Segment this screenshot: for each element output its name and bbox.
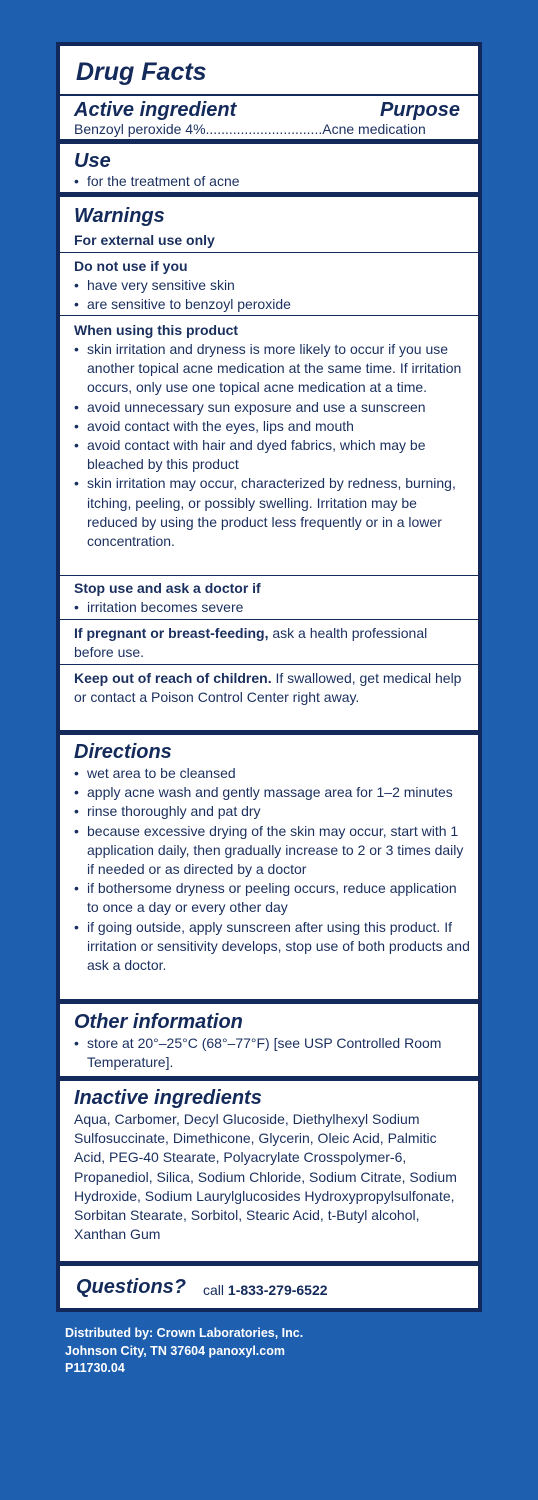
children-rest: If swallowed, get medical help or contact a Poison Control Center right away. — [74, 670, 462, 706]
active-ingredient-row — [74, 120, 470, 139]
children-text — [74, 669, 470, 707]
list-item: • if going outside, apply sunscreen after using this product. If irritation or sensitivity develops, stop use of both products and ask a doctor. — [74, 918, 470, 976]
stop-use-section — [60, 576, 478, 620]
list-item: • for the treatment of acne — [74, 172, 470, 191]
list-item: • avoid contact with hair and dyed fabrics, which may be bleached by this product — [74, 436, 470, 474]
warnings-heading: Warnings — [74, 205, 165, 227]
questions-section — [60, 1266, 478, 1308]
when-using-section — [60, 316, 478, 576]
pregnant-rest: ask a health professional before use. — [74, 625, 428, 661]
directions-list — [74, 764, 470, 975]
pregnant-bold: If pregnant or breast-feeding, — [74, 625, 269, 641]
other-info-heading: Other information — [74, 1011, 243, 1033]
directions-heading: Directions — [74, 741, 172, 763]
list-item: • wet area to be cleansed — [74, 764, 470, 783]
stop-use-list — [74, 598, 470, 617]
stop-use-heading: Stop use and ask a doctor if — [74, 580, 261, 596]
do-not-use-heading: Do not use if you — [74, 258, 188, 274]
use-section — [60, 144, 478, 197]
drug-facts-panel — [60, 46, 478, 1308]
pregnant-text — [74, 624, 470, 662]
list-item: • skin irritation may occur, characterized by redness, burning, itching, peeling, or possibly swelling. Irritation may be reduced by using the product less frequently or in a lower concentration. — [74, 474, 470, 551]
when-using-heading: When using this product — [74, 322, 239, 338]
external-use-text: For external use only — [74, 232, 215, 248]
list-item: • if bothersome dryness or peeling occurs, reduce application to once a day or every other day — [74, 879, 470, 917]
do-not-use-section — [60, 253, 478, 316]
use-heading: Use — [74, 150, 111, 172]
call-label: call — [203, 1282, 225, 1298]
inactive-heading: Inactive ingredients — [74, 1087, 262, 1109]
use-list — [74, 172, 470, 191]
dot-leader: .............................. — [205, 121, 323, 137]
children-bold: Keep out of reach of children. — [74, 670, 272, 686]
other-info-section — [60, 1004, 478, 1081]
footer-line-2: Johnson City, TN 37604 panoxyl.com — [65, 1343, 285, 1358]
questions-heading: Questions? — [76, 1276, 187, 1298]
list-item: • because excessive drying of the skin may occur, start with 1 application daily, then gradually increase to 2 or 3 times daily if needed or as directed by a doctor — [74, 822, 470, 880]
purpose-heading: Purpose — [379, 99, 460, 121]
children-section — [60, 665, 478, 735]
active-ingredient-heading: Active ingredient — [74, 99, 237, 121]
ingredient-purpose: Acne medication — [322, 121, 426, 137]
list-item: • irritation becomes severe — [74, 598, 470, 617]
list-item: • store at 20°–25°C (68°–77°F) [see USP Controlled Room Temperature]. — [74, 1034, 470, 1072]
list-item: • skin irritation and dryness is more likely to occur if you use another topical acne medication at the same time. If irritation occurs, only use one topical acne medication at a time. — [74, 340, 470, 398]
when-using-list — [74, 340, 470, 551]
list-item: • avoid contact with the eyes, lips and mouth — [74, 417, 470, 436]
do-not-use-list — [74, 276, 470, 314]
distributor-footer — [65, 1325, 303, 1378]
footer-line-3: P11730.04 — [65, 1361, 125, 1375]
list-item: • have very sensitive skin — [74, 276, 470, 295]
list-item: • apply acne wash and gently massage area for 1–2 minutes — [74, 783, 470, 802]
list-item: • rinse thoroughly and pat dry — [74, 802, 470, 821]
pregnant-section — [60, 620, 478, 665]
list-item: • avoid unnecessary sun exposure and use a sunscreen — [74, 398, 470, 417]
drug-facts-title: Drug Facts — [76, 58, 207, 86]
questions-call — [203, 1281, 328, 1299]
title-section — [60, 46, 478, 96]
ingredient-name: Benzoyl peroxide 4% — [74, 121, 206, 137]
warnings-header — [60, 197, 478, 253]
active-ingredient-section — [60, 96, 478, 144]
inactive-section — [60, 1081, 478, 1266]
list-item: • are sensitive to benzoyl peroxide — [74, 295, 470, 314]
other-info-list — [74, 1034, 470, 1072]
inactive-text: Aqua, Carbomer, Decyl Glucoside, Diethylhexyl Sodium Sulfosuccinate, Dimethicone, Glycerin, Oleic Acid, Palmitic Acid, PEG-40 Stearate, Polyacrylate Crosspolymer-6, Propanediol, Silica, Sodium Chloride, Sodium Citrate, Sodium Hydroxide, Sodium Laurylglucosides Hydroxypropylsulfonate, Sorbitan Stearate, Sorbitol, Stearic Acid, t-Butyl alcohol, Xanthan Gum — [74, 1111, 457, 1243]
directions-section — [60, 735, 478, 1004]
phone-number: 1-833-279-6522 — [227, 1282, 328, 1298]
footer-line-1: Distributed by: Crown Laboratories, Inc. — [65, 1326, 304, 1340]
